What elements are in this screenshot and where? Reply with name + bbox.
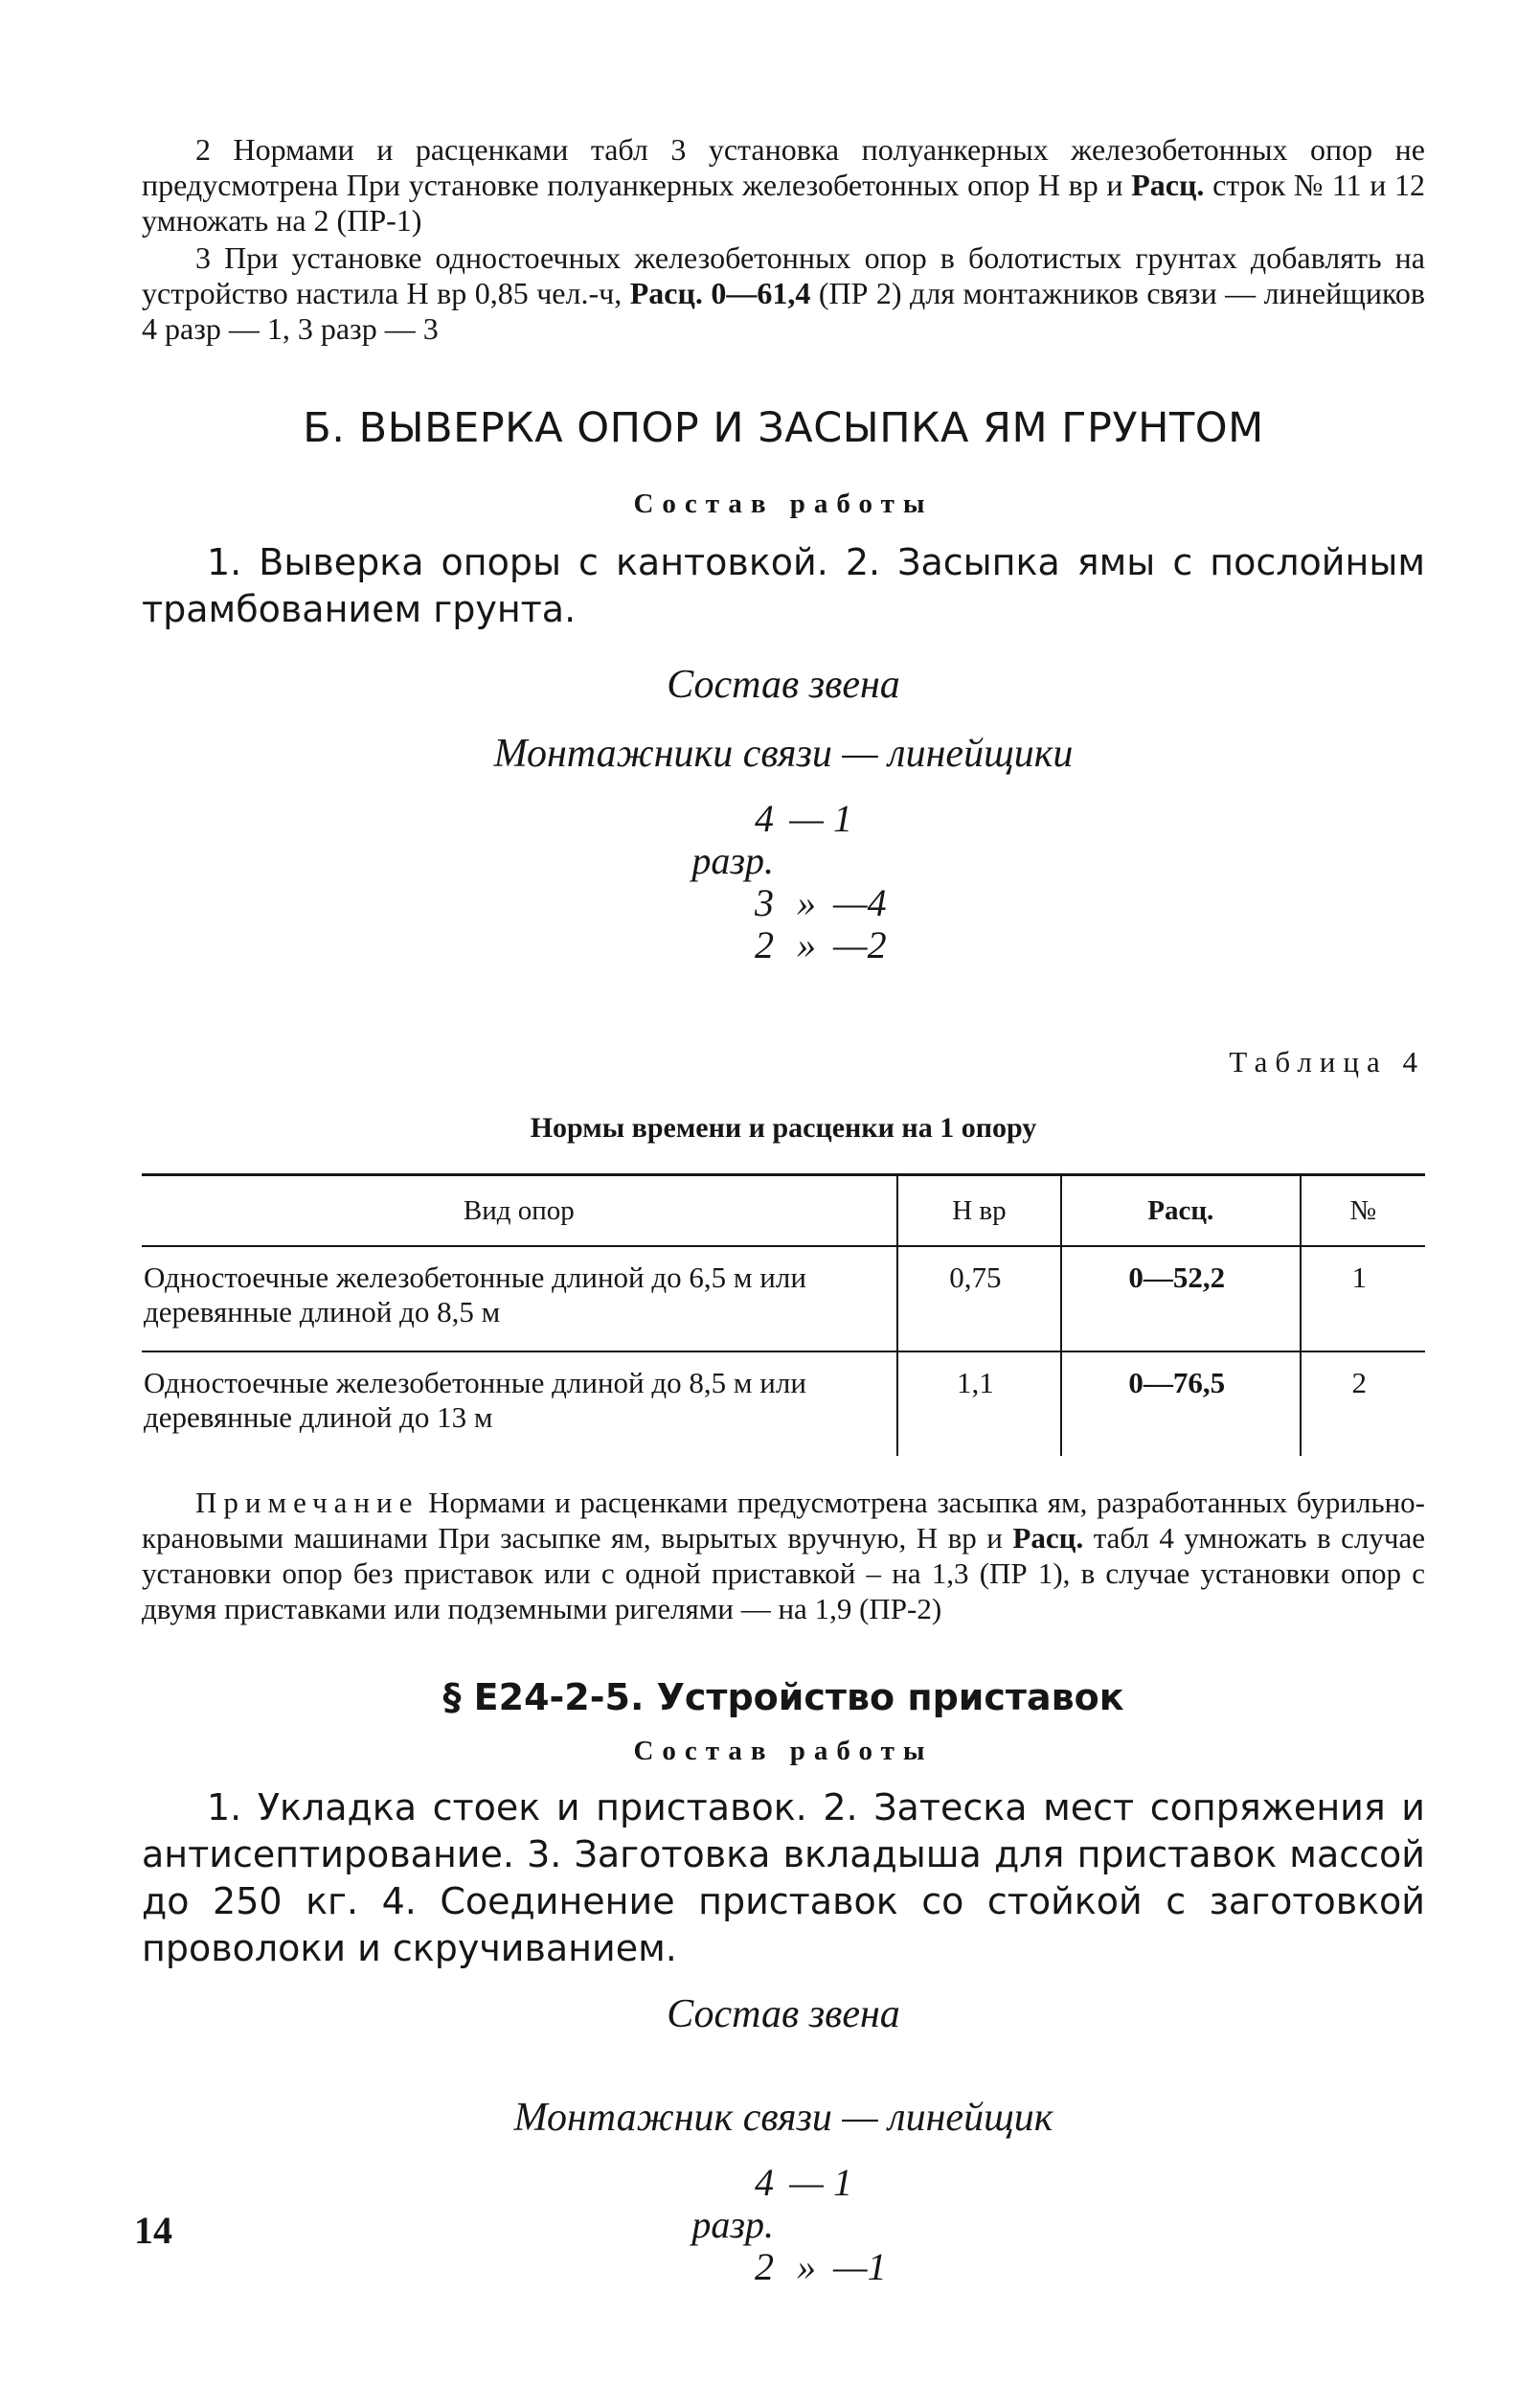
section-b-crew-name: Монтажники связи — линейщики [493,732,1074,776]
rank-sep: — [789,2161,824,2204]
section-b-crew [142,662,1425,966]
section-b-ranks [678,798,889,966]
rank-sep: — [789,797,824,840]
section-e-work-text: 1. Укладка стоек и приставок. 2. Затеска мест сопряжения и антисептирование. 3. Заготовка вкладыша для приставок массой до 250 кг. 4. Соединение приставок со стойкой с заготовкой проволоки и скручиванием. [142,1786,1425,1969]
rank-label: 2 [755,923,774,966]
section-b-work-text: 1. Выверка опоры с кантовкой. 2. Засыпка ямы с послойным трамбованием грунта. [142,541,1425,630]
cell-type: Одностоечные железобетонные длиной до 8,5 м или деревянные длиной до 13 м [144,1366,806,1434]
cell-rate: 0—76,5 [1061,1351,1300,1456]
cell-number: 1 [1301,1246,1425,1351]
rank-row [678,924,889,966]
rank-count: —4 [833,881,887,924]
table-header-row [142,1175,1425,1247]
cell-type: Одностоечные железобетонные длиной до 6,5 м или деревянные длиной до 8,5 м [144,1260,806,1328]
cell-rate: 0—52,2 [1061,1246,1300,1351]
table-label: Таблица 4 [1229,1045,1425,1079]
note-3-text: 3 При установке одностоечных железобетонных опор в болотистых грунтах добавлять на устройство настила Н вр 0,85 чел.-ч, [142,240,1425,310]
note-2-bold: Расц. [1131,168,1205,202]
remark-label: Примечание [195,1486,419,1519]
header-type: Вид опор [463,1194,575,1226]
rank-count: 1 [833,2161,852,2204]
note-3-text-end: (ПР 2) для монтажников связи — линейщиков 4 разр — 1, 3 разр — 3 [142,276,1426,346]
rank-label: 3 [755,881,774,924]
note-2 [142,132,1425,238]
rank-count: 1 [833,797,852,840]
table-row [142,1246,1425,1351]
rank-row [678,2246,889,2288]
rank-row [678,2162,889,2246]
table-row [142,1351,1425,1456]
header-nvr: Н вр [897,1175,1061,1247]
section-b-work-label: Состав работы [633,488,934,519]
section-e-crew-name: Монтажник связи — линейщик [513,2096,1053,2140]
note-2-text: 2 Нормами и расценками табл 3 установка полуанкерных железобетонных опор не предусмотрена При установке полуанкерных железобетонных опор Н вр и [142,132,1425,202]
cell-nvr: 0,75 [897,1246,1061,1351]
section-b-crew-label: Состав звена [667,663,900,707]
rank-sep: » [797,923,816,966]
rank-label: 4 разр. [691,2161,774,2246]
section-e-ranks [678,2162,889,2288]
remark-text-end: табл 4 умножать в случае установки опор без приставок или с одной приставкой – на 1,3 (ПР 1), в случае установки опор с двумя приставками или подземными ригелями — на 1,9 (ПР-2) [142,1521,1426,1625]
section-b-title: Б. ВЫВЕРКА ОПОР И ЗАСЫПКА ЯМ ГРУНТОМ [303,404,1264,452]
remark-bold: Расц. [1012,1521,1084,1555]
cell-nvr: 1,1 [897,1351,1061,1456]
table-title: Нормы времени и расценки на 1 опору [530,1112,1037,1144]
table-remark [142,1485,1425,1626]
rank-row [678,798,889,882]
header-rate: Расц. [1061,1175,1300,1247]
rank-label: 2 [755,2245,774,2288]
cell-number: 2 [1301,1351,1425,1456]
rank-count: —1 [833,2245,887,2288]
rank-sep: » [797,2245,816,2288]
note-2-text-end: строк № 11 и 12 умножать на 2 (ПР-1) [142,168,1426,238]
section-e-title: § Е24-2-5. Устройство приставок [442,1676,1124,1718]
note-3 [142,240,1425,347]
rank-label: 4 разр. [691,797,774,882]
header-number: № [1301,1175,1425,1247]
rank-sep: » [797,881,816,924]
note-3-bold: Расц. 0—61,4 [629,276,811,310]
section-e-crew [142,1991,1425,2288]
rank-count: —2 [833,923,887,966]
remark-text: Нормами и расценками предусмотрена засыпка ям, разработанных бурильно-крановыми машинами При засыпке ям, вырытых вручную, Н вр и [142,1486,1425,1555]
section-e-crew-label: Состав звена [667,1992,900,2036]
document-page [142,132,1425,2288]
norms-table [142,1173,1425,1456]
rank-row [678,882,889,924]
section-e-work-label: Состав работы [633,1736,934,1766]
page-number: 14 [134,2209,172,2252]
